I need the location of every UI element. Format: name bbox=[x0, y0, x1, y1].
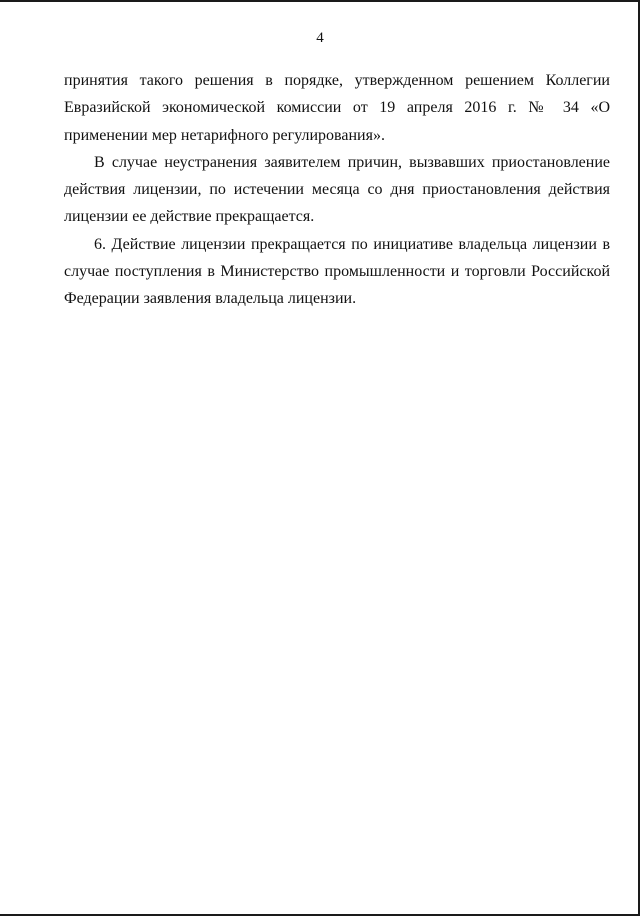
paragraph-point-6: 6. Действие лицензии прекращается по инициативе владельца лицензии в случае поступления в Министерство промышленности и торговли Российской Федерации заявления владельца лицензии. bbox=[64, 235, 610, 308]
page-number: 4 bbox=[316, 30, 324, 46]
paragraph-non-elimination: В случае неустранения заявителем причин, вызвавших приостановление действия лицензии, по истечении месяца со дня приостановления действия лицензии ее действие прекращается. bbox=[64, 153, 610, 226]
document-body bbox=[64, 67, 610, 313]
paragraph-continuation: принятия такого решения в порядке, утвержденном решением Коллегии Евразийской экономической комиссии от 19 апреля 2016 г. № 34 «О применении мер нетарифного регулирования». bbox=[64, 72, 610, 144]
